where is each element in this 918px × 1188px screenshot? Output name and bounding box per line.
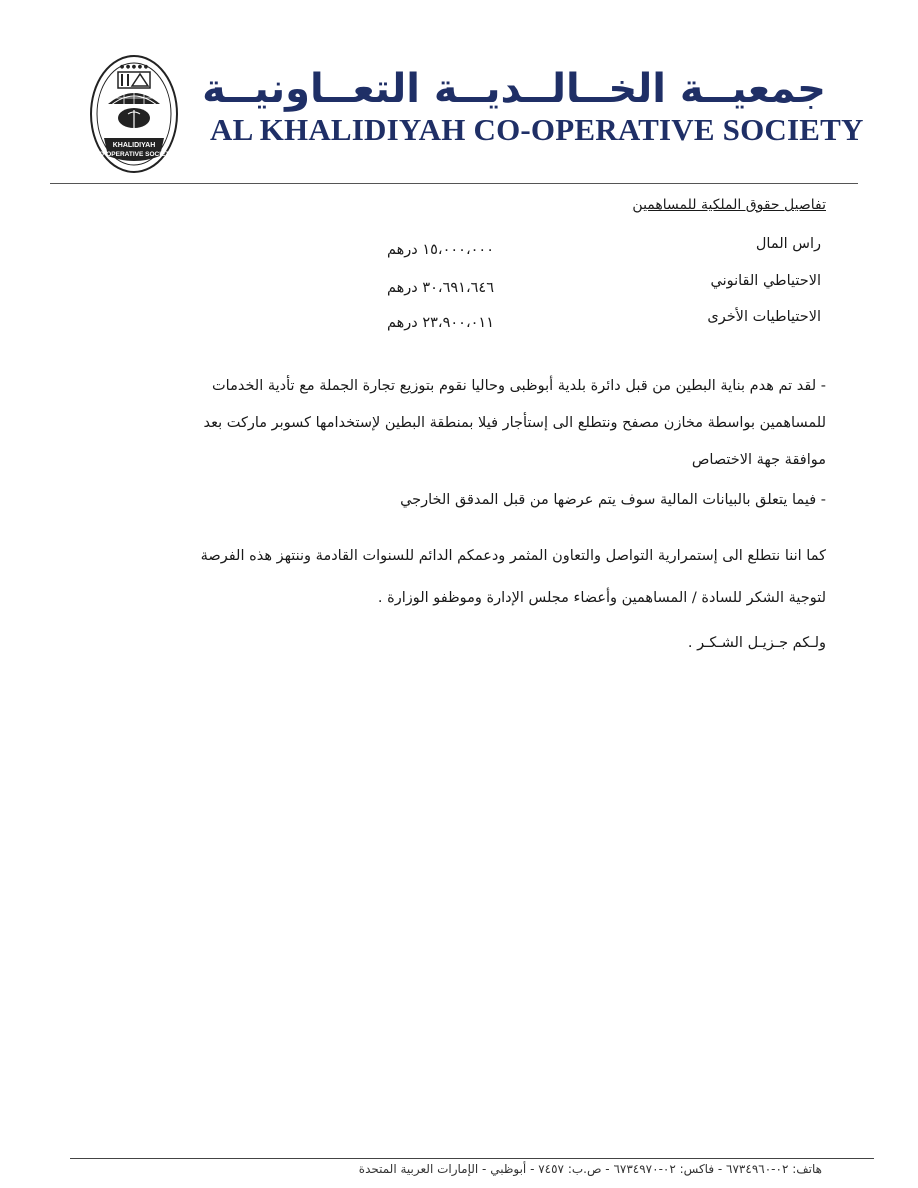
paragraph-1-line-1: - لقد تم هدم بناية البطين من قبل دائرة بلدية أبوظبى وحاليا نقوم بتوزيع تجارة الجملة مع تأدية الخدمات <box>212 378 826 394</box>
legal-reserve-label: الاحتياطي القانوني <box>710 273 821 289</box>
legal-reserve-value: ٣٠،٦٩١،٦٤٦ درهم <box>386 280 494 296</box>
paragraph-3-line-1: كما اننا نتطلع الى إستمرارية التواصل والتعاون المثمر ودعمكم الدائم للسنوات القادمة وننتهز هذه الفرصة <box>200 548 826 564</box>
paragraph-1-line-3: موافقة جهة الاختصاص <box>691 452 826 468</box>
svg-text:CO-OPERATIVE SOCIETY: CO-OPERATIVE SOCIETY <box>94 151 174 158</box>
other-reserves-value: ٢٣،٩٠٠،٠١١ درهم <box>386 315 494 331</box>
closing-line: ولـكم جـزيـل الشـكـر . <box>687 635 826 651</box>
section-title: تفاصيل حقوق الملكية للمساهمين <box>632 197 826 213</box>
footer-divider <box>70 1158 874 1159</box>
footer-contact: هاتف: ٠٢-٦٧٣٤٩٦٠ - فاكس: ٠٢-٦٧٣٤٩٧٠ - ص.ب: ٧٤٥٧ - أبوظبي - الإمارات العربية المتحدة <box>358 1162 822 1176</box>
society-title-arabic: جمعيــة الخــالــديــة التعــاونيــة <box>202 66 826 112</box>
society-title-english: AL KHALIDIYAH CO-OPERATIVE SOCIETY <box>210 112 864 147</box>
paragraph-1-line-2: للمساهمين بواسطة مخازن مصفح ونتطلع الى إستأجار فيلا بمنطقة البطين لإستخدامها كسوبر ماركت بعد <box>203 415 826 431</box>
header-divider <box>50 183 858 184</box>
paragraph-2: - فيما يتعلق بالبيانات المالية سوف يتم عرضها من قبل المدقق الخارجي <box>400 492 826 508</box>
capital-label: راس المال <box>755 236 821 252</box>
svg-text:● ● ● ● ●: ● ● ● ● ● <box>119 64 149 70</box>
svg-text:KHALIDIYAH: KHALIDIYAH <box>112 142 156 149</box>
capital-value: ١٥،٠٠٠،٠٠٠ درهم <box>386 242 494 258</box>
other-reserves-label: الاحتياطيات الأخرى <box>707 309 821 325</box>
society-logo <box>88 52 180 176</box>
paragraph-3-line-2: لتوجية الشكر للسادة / المساهمين وأعضاء مجلس الإدارة وموظفو الوزارة . <box>377 590 826 606</box>
